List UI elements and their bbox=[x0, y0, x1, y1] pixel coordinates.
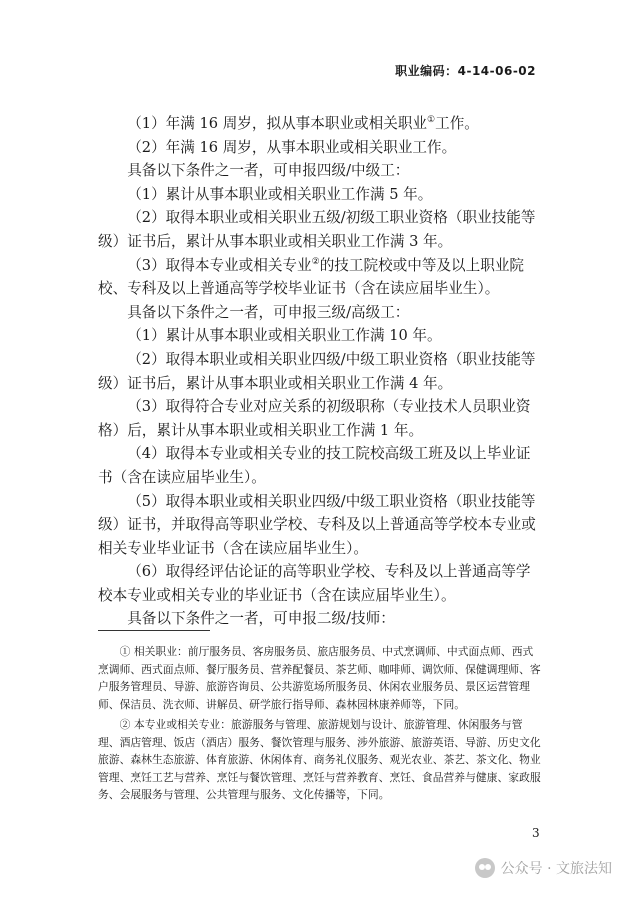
paragraph: 具备以下条件之一者，可申报二级/技师： bbox=[127, 610, 395, 628]
text-run: 的技工院校或中等及以上职业院校、专科及以上普通高等学校毕业证书（含在读应届毕业生）。 bbox=[98, 256, 525, 298]
paragraph: （6）取得经评估论证的高等职业学校、专科及以上普通高等学校本专业或相关专业的毕业证书（含在读应届毕业生）。 bbox=[98, 563, 531, 604]
footnote: ① 相关职业：前厅服务员、客房服务员、旅店服务员、中式烹调师、中式面点师、西式烹调师、西式面点师、餐厅服务员、营养配餐员、茶艺师、咖啡师、调饮师、保健调理师、客户服务管理员、导游、旅游咨询员、公共游览场所服务员、休闲农业服务员、景区运营管理师、保洁员、洗衣师、讲解员、研学旅行指导师、森林园林康养师等，下同。 bbox=[98, 645, 541, 711]
paragraph: （1）累计从事本职业或相关职业工作满 5 年。 bbox=[127, 185, 433, 203]
text-run: （3）取得本专业或相关专业 bbox=[127, 256, 312, 274]
footnote-divider bbox=[98, 630, 210, 631]
text-run: 工作。 bbox=[435, 115, 479, 132]
paragraph bbox=[98, 254, 544, 301]
paragraph: （5）取得本职业或相关职业四级/中级工职业资格（职业技能等级）证书，并取得高等职业学校、专科及以上普通高等学校本专业或相关专业毕业证书（含在读应届毕业生）。 bbox=[98, 492, 536, 557]
paragraph bbox=[98, 112, 544, 136]
paragraph: （3）取得符合专业对应关系的初级职称（专业技术人员职业资格）后，累计从事本职业或相关职业工作满 1 年。 bbox=[98, 398, 531, 439]
paragraph: （2）取得本职业或相关职业五级/初级工职业资格（职业技能等级）证书后，累计从事本职业或相关职业工作满 3 年。 bbox=[98, 209, 536, 250]
footnote: ② 本专业或相关专业：旅游服务与管理、旅游规划与设计、旅游管理、休闲服务与管理、酒店管理、饭店（酒店）服务、餐饮管理与服务、涉外旅游、旅游英语、导游、历史文化旅游、森林生态旅游、体育旅游、休闲体育、商务礼仪服务、观光农业、茶艺、茶文化、物业管理、烹饪工艺与营养、烹饪与餐饮管理、烹饪与营养教育、烹饪、食品营养与健康、家政服务、会展服务与管理、公共管理与服务、文化传播等，下同。 bbox=[98, 718, 541, 801]
watermark bbox=[475, 858, 612, 878]
paragraph: （2）取得本职业或相关职业四级/中级工职业资格（职业技能等级）证书后，累计从事本职业或相关职业工作满 4 年。 bbox=[98, 350, 536, 392]
page-number: 3 bbox=[532, 826, 540, 840]
main-text bbox=[98, 112, 544, 631]
footnote-ref: ② bbox=[311, 256, 320, 267]
watermark-text: 公众号 · 文旅法知 bbox=[500, 861, 612, 877]
occupation-code: 职业编码：4-14-06-02 bbox=[395, 64, 536, 78]
wechat-icon bbox=[475, 858, 495, 878]
text-run: （1）年满 16 周岁，拟从事本职业或相关职业 bbox=[127, 115, 428, 132]
footnotes bbox=[98, 643, 544, 807]
paragraph: （2）年满 16 周岁，从事本职业或相关职业工作。 bbox=[127, 138, 457, 156]
paragraph: 具备以下条件之一者，可申报三级/高级工： bbox=[127, 303, 410, 321]
footnote-ref: ① bbox=[427, 115, 436, 126]
paragraph: （4）取得本专业或相关专业的技工院校高级工班及以上毕业证书（含在读应届毕业生）。 bbox=[98, 445, 531, 486]
paragraph: 具备以下条件之一者，可申报四级/中级工： bbox=[127, 162, 410, 180]
paragraph: （1）累计从事本职业或相关职业工作满 10 年。 bbox=[127, 327, 442, 345]
